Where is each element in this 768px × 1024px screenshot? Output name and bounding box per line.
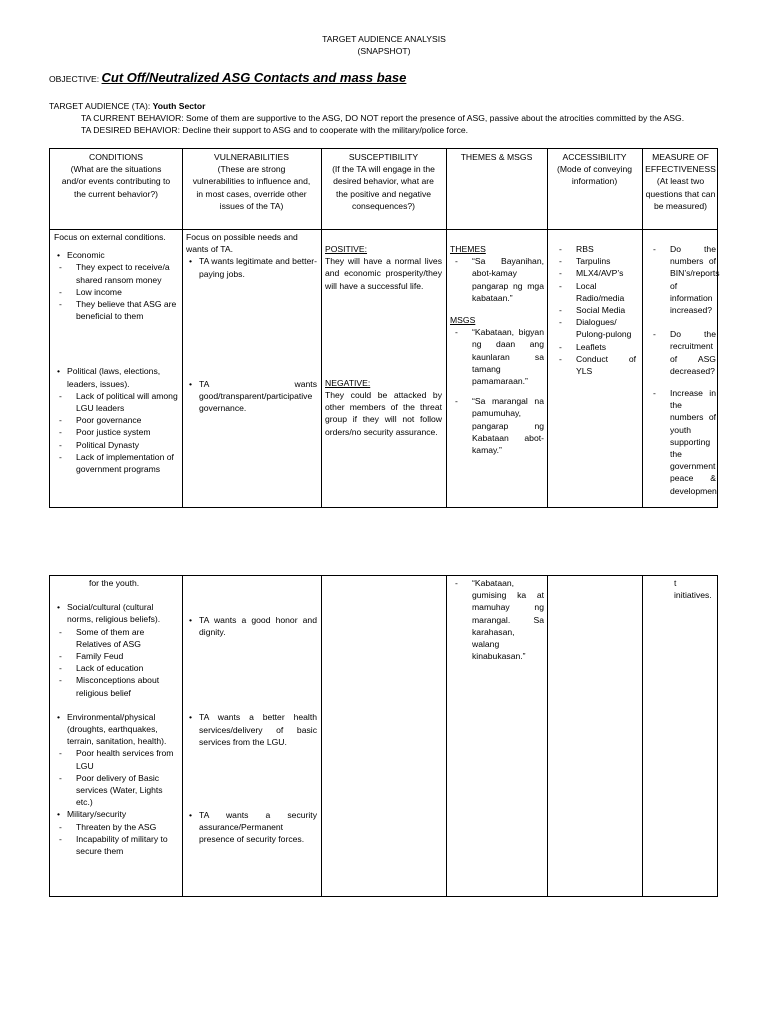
msgs-label: MSGS — [450, 315, 476, 326]
ta-label: TARGET AUDIENCE (TA): — [49, 101, 153, 111]
analysis-table-part-2 — [49, 575, 718, 897]
negative-label: NEGATIVE: — [325, 377, 371, 388]
msg-item: - “Kabataan, gumising ka at mamuhay ng marangal. Sa karahasan, walang kinabukasan.” — [450, 577, 544, 662]
msg-item: - “Kabataan, bigyan ng daan ang kaunlaran sa tamang pamamaraan.” — [450, 326, 544, 387]
measure-cell: - Do the numbers of BIN’s/reports of information increased? - Do the recruitment of ASG decreased? - Increase in the numbers of youth supporting the government peace & developmen — [648, 243, 716, 497]
conditions-cell — [54, 231, 179, 475]
themes-cell — [450, 243, 544, 456]
themes-cell-continued — [450, 577, 544, 662]
objective-label: OBJECTIVE: — [49, 74, 102, 84]
ta-value: Youth Sector — [152, 101, 206, 111]
document-title — [0, 33, 768, 57]
conditions-intro: Focus on external conditions. — [54, 232, 166, 242]
vulnerabilities-intro: Focus on possible needs and wants of TA. — [186, 232, 298, 255]
header-accessibility: ACCESSIBILITY (Mode of conveying information) — [557, 152, 632, 187]
accessibility-cell: - RBS - Tarpulins - MLX4/AVP’s - Local Radio/media - Social Media - Dialogues/ Pulong-pulong - Leaflets - Conduct of YLS — [554, 243, 636, 377]
title-line-1: TARGET AUDIENCE ANALYSIS — [322, 34, 446, 44]
condition-military: • Military/security - Threaten by the ASG - Incapability of military to secure them — [54, 808, 179, 857]
condition-political: • Political (laws, elections, leaders, issues). - Lack of political will among LGU leaders - Poor governance - Poor justice system - Political Dynasty - Lack of implementation of government programs — [54, 365, 179, 475]
vulnerabilities-cell-continued — [186, 614, 317, 846]
msg-item: - “Sa marangal na pamumuhay, pangarap ng Kabataan abot-kamay.” — [450, 395, 544, 456]
desired-behavior: TA DESIRED BEHAVIOR: Decline their support to ASG and to cooperate with the military/police force. — [81, 125, 469, 135]
title-line-2: (SNAPSHOT) — [357, 46, 411, 56]
conditions-cell-continued: for the youth. • Social/cultural (cultural norms, religious beliefs). - Some of them are Relatives of ASG - Family Feud - Lack of education - Misconceptions about religious belief • Environmental/physical (droughts, earthquakes, terrain, sanitation, health). - Poor health services from LGU - Poor delivery of Basic services (Water, Lights etc.) • Military/security - Threaten by the ASG - Incapability of military to secure them — [54, 577, 179, 857]
vulnerability-honor: • TA wants a good honor and dignity. — [186, 614, 317, 638]
vulnerability-governance: • TA wants good/transparent/participative governance. — [186, 378, 317, 415]
condition-social: • Social/cultural (cultural norms, religious beliefs). - Some of them are Relatives of ASG - Family Feud - Lack of education - Misconceptions about religious belief — [54, 601, 179, 699]
susceptibility-cell — [325, 243, 442, 438]
positive-text: They will have a normal lives and economic prosperity/they will have a successful life. — [325, 256, 442, 291]
header-vulnerabilities: VULNERABILITIES (These are strong vulnerabilities to influence and, in most cases, override other issues of the TA) — [192, 152, 311, 211]
vulnerability-security: • TA wants a security assurance/Permanent presence of security forces. — [186, 809, 317, 846]
header-conditions: CONDITIONS (What are the situations and/or events contributing to the current behavior?) — [61, 152, 171, 199]
analysis-table-part-1 — [49, 148, 718, 508]
condition-environmental: • Environmental/physical (droughts, earthquakes, terrain, sanitation, health). - Poor health services from LGU - Poor delivery of Basic services (Water, Lights etc.) — [54, 711, 179, 809]
vulnerability-health: • TA wants a better health services/delivery of basic services from the LGU. — [186, 711, 317, 748]
objective — [49, 70, 406, 85]
target-audience-block — [49, 100, 684, 136]
header-susceptibility: SUSCEPTIBILITY (If the TA will engage in the desired behavior, what are the positive and negative consequences?) — [332, 152, 435, 211]
objective-text: Cut Off/Neutralized ASG Contacts and mass base — [101, 70, 407, 85]
header-measure: MEASURE OF EFFECTIVENESS (At least two questions that can be measured) — [645, 152, 716, 211]
negative-text: They could be attacked by other members of the threat group if they will not follow orders/no security assurance. — [325, 390, 442, 437]
current-behavior: TA CURRENT BEHAVIOR: Some of them are supportive to the ASG, DO NOT report the presence of ASG, passive about the atrocities committed by the ASG. — [81, 113, 685, 123]
condition-economic: • Economic - They expect to receive/a shared ransom money - Low income - They believe that ASG are beneficial to them — [54, 249, 179, 322]
vulnerabilities-cell — [186, 231, 317, 414]
theme-item: - “Sa Bayanihan, abot-kamay pangarap ng mga kabataan.” — [450, 255, 544, 304]
themes-label: THEMES — [450, 244, 486, 254]
measure-cell-continued: t initiatives. — [674, 578, 712, 601]
positive-label: POSITIVE: — [325, 244, 368, 254]
vulnerability-jobs: • TA wants legitimate and better-paying jobs. — [186, 255, 317, 279]
header-themes: THEMES & MSGS — [460, 152, 533, 162]
